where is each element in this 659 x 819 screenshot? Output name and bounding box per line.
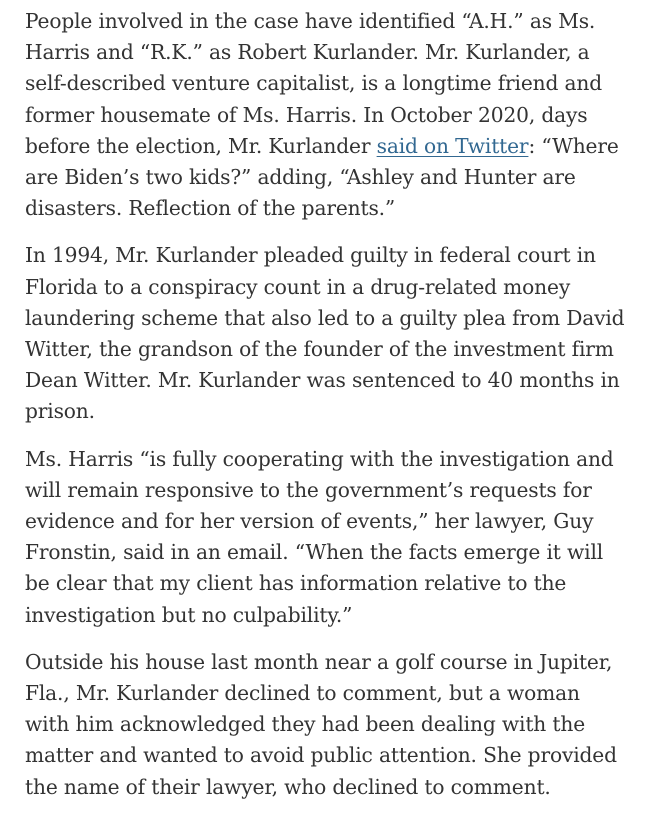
paragraph-4: Outside his house last month near a golf course in Jupiter, Fla., Mr. Kurlander declined to comment, but a woman with him acknowledged they had been dealing with the matter and wanted to avoid public attention. She provided the name of their lawyer, who declined to comment. — [25, 649, 617, 799]
paragraph-2: In 1994, Mr. Kurlander pleaded guilty in federal court in Florida to a conspiracy count in a drug-related money laundering scheme that also led to a guilty plea from David Witter, the grandson of the founder of the investment firm Dean Witter. Mr. Kurlander was sentenced to 40 months in prison. — [25, 243, 625, 424]
article-body — [25, 6, 625, 819]
paragraph-1 — [25, 6, 625, 224]
said-on-twitter-link[interactable]: said on Twitter — [376, 133, 529, 158]
paragraph-3: Ms. Harris “is fully cooperating with the investigation and will remain responsive to the government’s requests for evidence and for her version of events,” her lawyer, Guy Fronstin, said in an email. “When the facts emerge it will be clear that my client has information relative to the investigation but no culpability.” — [25, 446, 614, 627]
paragraph-1-text-after-link: : “Where are Biden’s two kids?” adding, “Ashley and Hunter are disasters. Reflection of the parents.” — [25, 133, 619, 221]
paragraph-1-text-before-link: People involved in the case have identified “A.H.” as Ms. Harris and “R.K.” as Robert Kurlander. Mr. Kurlander, a self-described venture capitalist, is a longtime friend and former housemate of Ms. Harris. In October 2020, days before the election, Mr. Kurlander — [25, 9, 603, 158]
